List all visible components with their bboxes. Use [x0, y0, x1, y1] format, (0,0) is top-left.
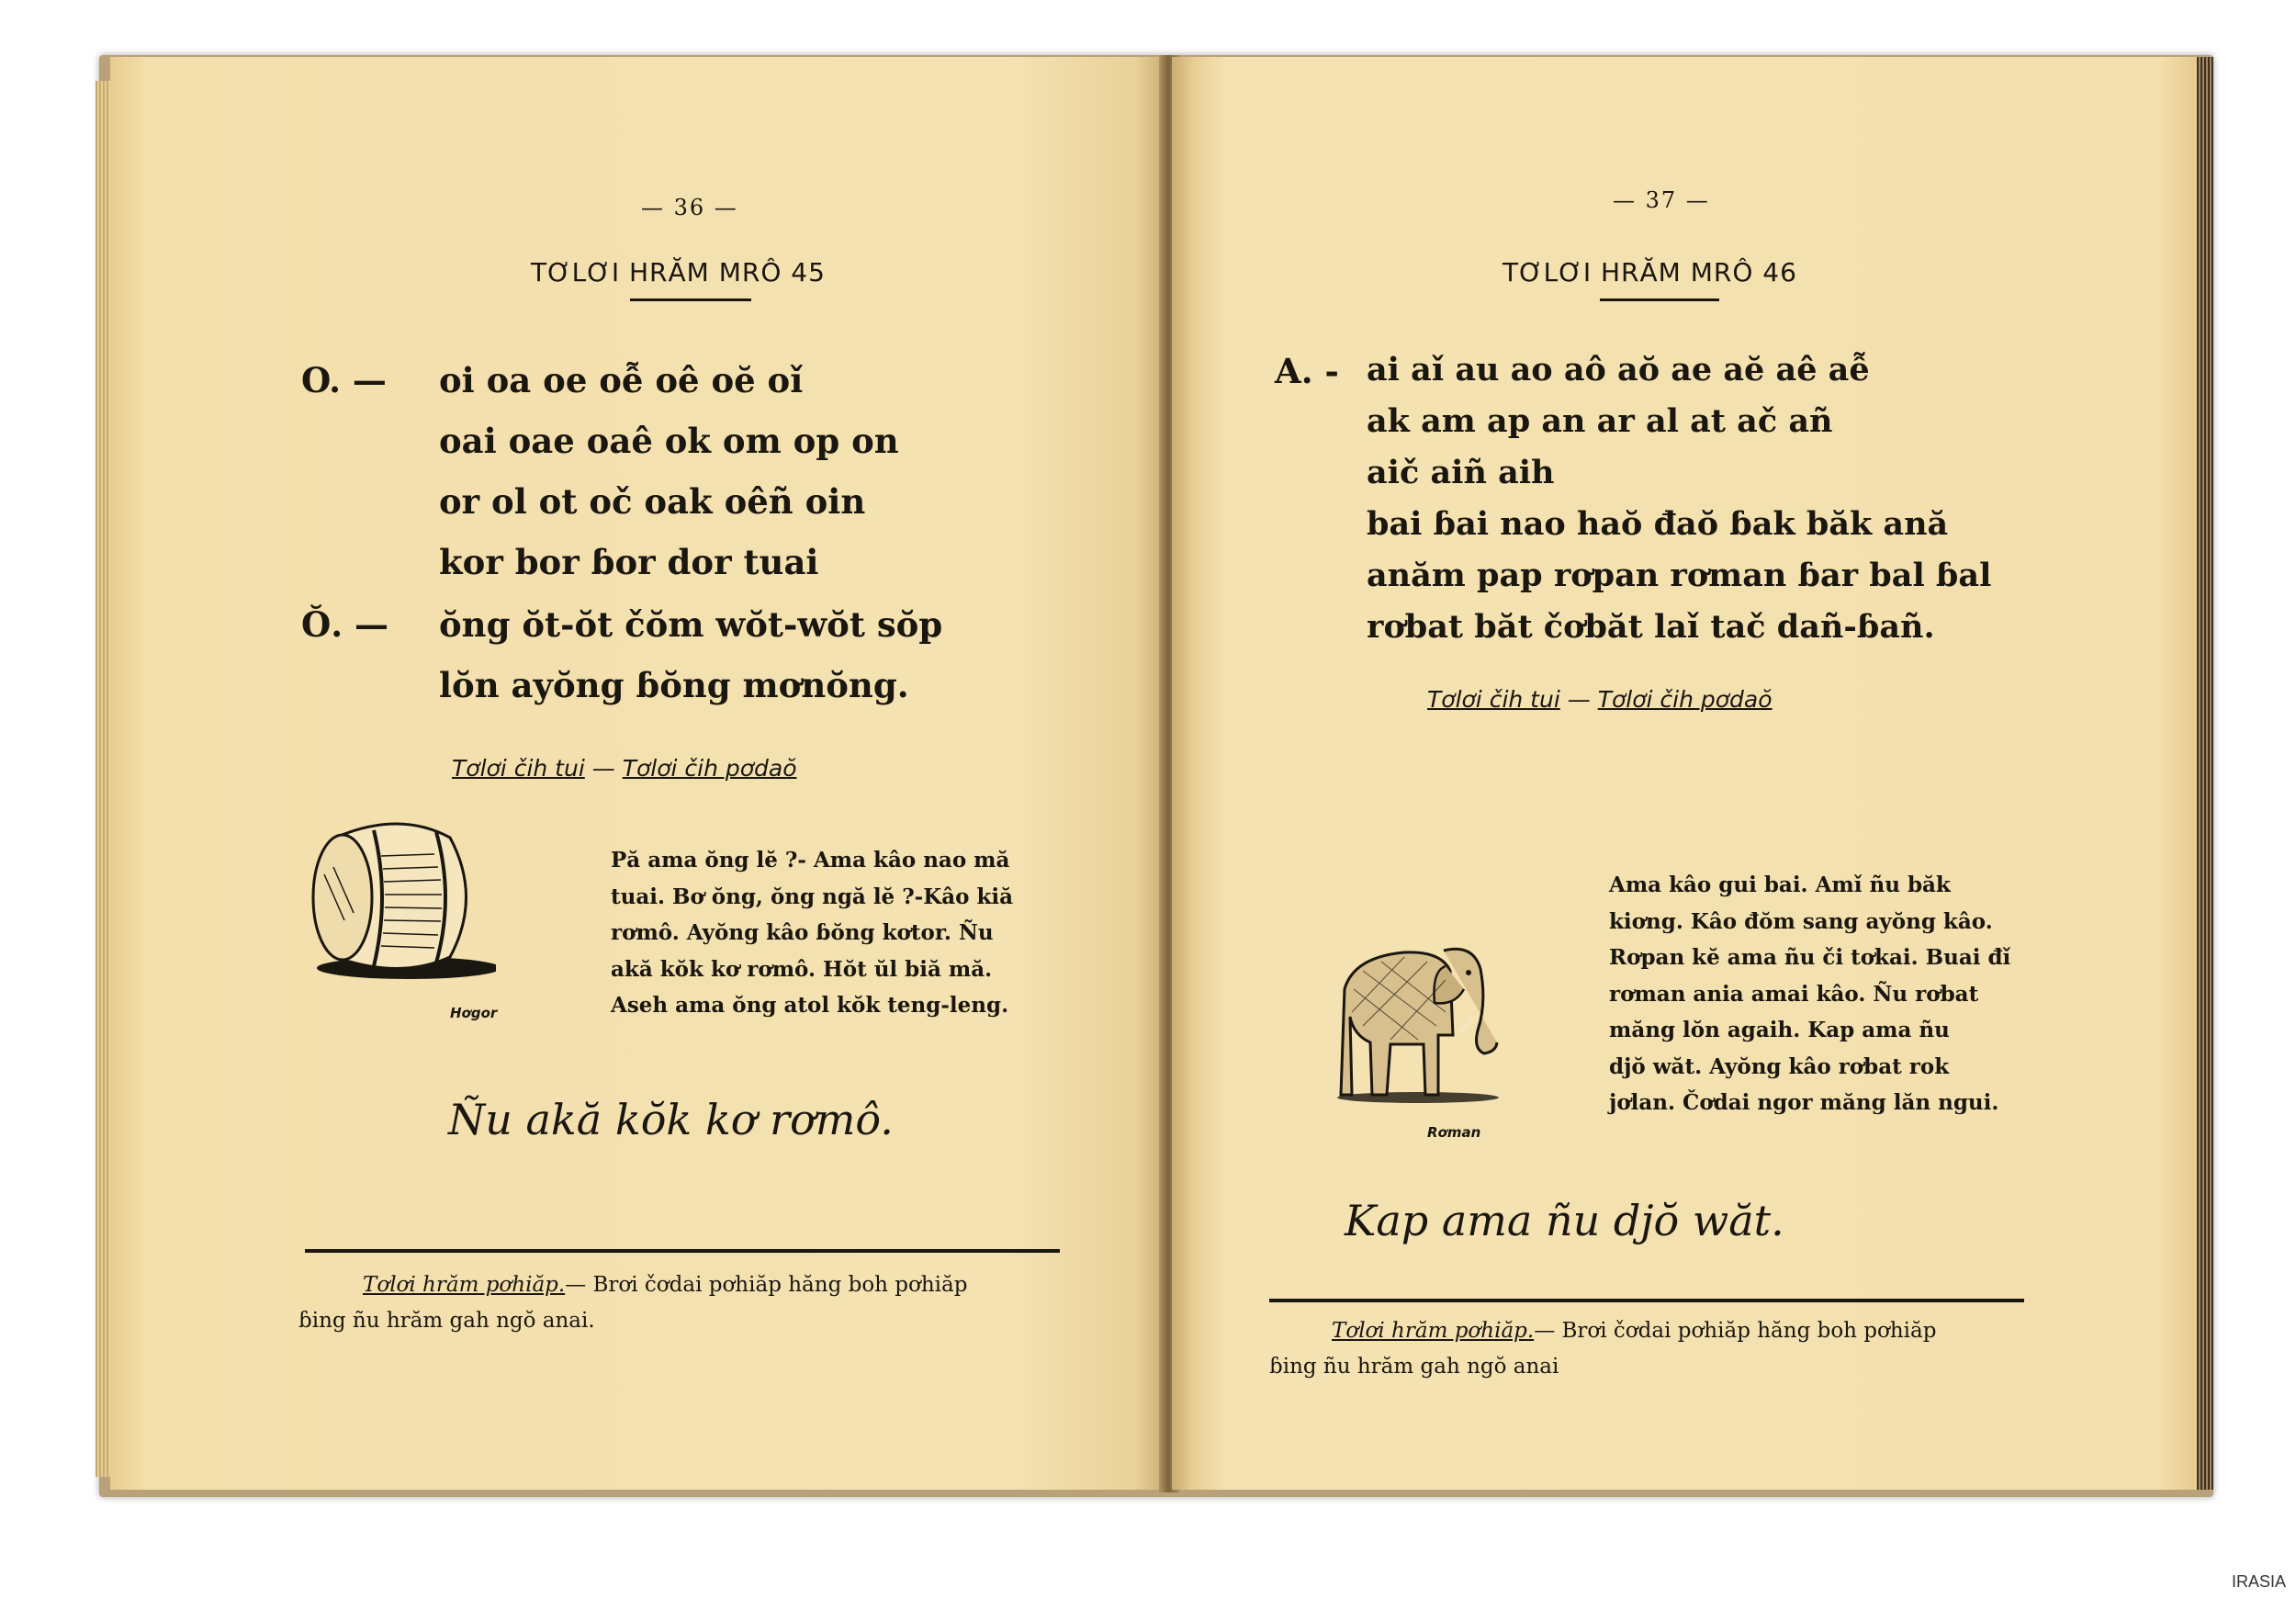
line-label: O. — [301, 360, 387, 400]
barrel-illustration [298, 810, 496, 985]
subtitle-b: Tơlơi čih pơdaŏ [622, 755, 797, 782]
reading-paragraph [1609, 867, 2010, 1121]
footer-label: Tơlơi hrăm pơhiăp. [363, 1273, 566, 1297]
paragraph-line: akă kŏk kơ rơmô. Hŏt ŭl biă mă. [611, 956, 993, 982]
paragraph-line: măng lŏn agaih. Kap ama ñu [1609, 1018, 1950, 1042]
paragraph-line: Aseh ama ŏng atol kŏk teng-leng. [611, 993, 1009, 1018]
syllable-line: or ol ot oč oak oêñ oin [439, 481, 866, 522]
subtitle-b: Tơlơi čih pơdaŏ [1597, 686, 1773, 713]
syllable-line: aič aiñ aih [1367, 454, 1555, 491]
section-subtitle [452, 755, 797, 782]
subtitle-a: Tơlơi čih tui [1427, 686, 1560, 713]
syllable-line: rơbat băt čơbăt laǐ tač dañ-ɓañ. [1367, 608, 1935, 646]
watermark: IRASIA [2232, 1572, 2287, 1591]
footer-line: — Brơi čơdai pơhiăp hăng boh pơhiăp [565, 1273, 968, 1297]
footer-line: — Brơi čơdai pơhiăp hăng boh pơhiăp [1534, 1319, 1937, 1343]
paragraph-line: rơmô. Ayŏng kâo ɓŏng kơtor. Ñu [611, 920, 994, 945]
footer-line: ɓing ñu hrăm gah ngŏ anai. [298, 1309, 595, 1333]
handwriting-line: Kap ama ñu djŏ wăt. [1345, 1196, 1784, 1245]
line-label: Ŏ. — [301, 604, 388, 645]
paragraph-line: Rơpan kĕ ama ñu či tơkai. Buai đǐ [1609, 945, 2011, 970]
right-page [1172, 57, 2208, 1490]
paragraph-line: rơman ania amai kâo. Ñu rơbat [1609, 981, 1979, 1007]
section-subtitle [1427, 686, 1773, 713]
right-page-edges [2197, 57, 2213, 1490]
footer-rule [1269, 1299, 2024, 1302]
footer-label: Tơlơi hrăm pơhiăp. [1332, 1319, 1535, 1343]
subtitle-a: Tơlơi čih tui [452, 755, 585, 782]
title-underline [630, 298, 751, 301]
paragraph-line: tuai. Bơ ŏng, ŏng ngă lĕ ?-Kâo kiă [611, 884, 1014, 909]
page-title: TƠLƠI HRĂM MRÔ 46 [1503, 257, 1797, 287]
syllable-line: oi oa oe oễ oê oĕ oǐ [439, 360, 804, 400]
paragraph-line: Pă ama ŏng lĕ ?- Ama kâo nao mă [611, 848, 1010, 873]
paragraph-line: jơlan. Čơdai ngor măng lăn ngui. [1609, 1090, 1999, 1115]
reading-paragraph [611, 842, 1013, 1024]
handwriting-line: Ñu akă kŏk kơ rơmô. [448, 1095, 894, 1144]
image-caption: Rơman [1427, 1124, 1481, 1141]
page-number: — 37 — [1613, 187, 1710, 213]
paragraph-line: kiơng. Kâo đŏm sang ayŏng kâo. [1609, 908, 1993, 934]
syllable-line: lŏn ayŏng ɓŏng mơnŏng. [439, 665, 909, 705]
image-caption: Hơgor [450, 1005, 498, 1021]
left-page [110, 57, 1166, 1490]
paragraph-line: Ama kâo gui bai. Amǐ ñu băk [1609, 873, 1951, 897]
footer-text [1269, 1313, 1936, 1385]
footer-line: ɓing ñu hrăm gah ngŏ anai [1269, 1355, 1559, 1379]
syllable-line: ai aǐ au ao aô aŏ ae aĕ aê aễ [1367, 351, 1870, 388]
syllable-line: ŏng ŏt-ŏt čŏm wŏt-wŏt sŏp [439, 604, 943, 645]
page-title: TƠLƠI HRĂM MRÔ 45 [531, 257, 826, 287]
line-label: A. - [1275, 351, 1339, 391]
subtitle-dash: — [1567, 686, 1591, 713]
footer-rule [305, 1249, 1060, 1253]
syllable-line: ak am ap an ar al at ač añ [1367, 402, 1833, 440]
syllable-line: oai oae oaê ok om op on [439, 421, 899, 461]
footer-text [298, 1267, 967, 1339]
left-page-edges [96, 81, 110, 1477]
syllable-line: anăm pap rơpan rơman ɓar bal ɓal [1367, 557, 1992, 594]
syllable-line: kor bor ɓor dor tuai [439, 542, 819, 582]
paragraph-line: djŏ wăt. Ayŏng kâo rơbat rok [1609, 1053, 1950, 1079]
subtitle-dash: — [591, 755, 615, 782]
title-underline [1600, 298, 1719, 301]
syllable-line: bai ɓai nao haŏ đaŏ ɓak băk ană [1367, 505, 1949, 543]
elephant-illustration [1326, 925, 1510, 1109]
page-number: — 36 — [641, 195, 738, 220]
